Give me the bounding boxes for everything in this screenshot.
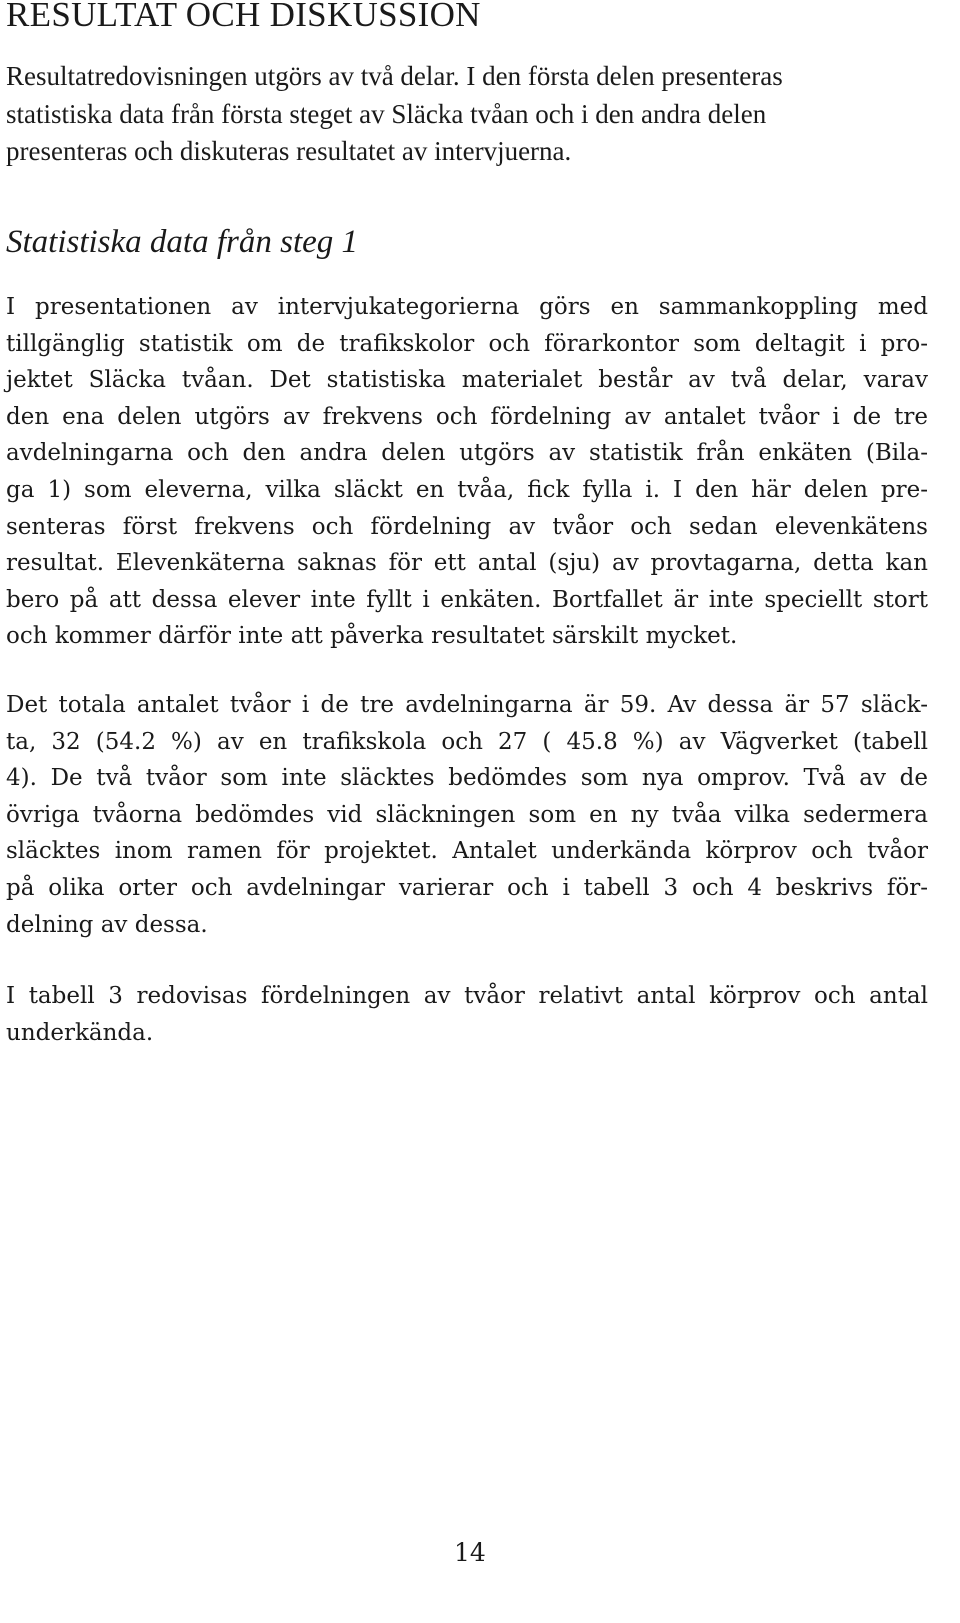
intro-line: Resultatredovisningen utgörs av två delar. I den första delen presenteras	[6, 61, 783, 91]
intro-line: statistiska data från första steget av Släcka tvåan och i den andra delen	[6, 98, 767, 129]
text-line: underkända.	[6, 1019, 154, 1046]
text-line: på olika orter och avdelningar varierar och i tabell 3 och 4 beskrivs för-	[6, 874, 928, 901]
text-line: tillgänglig statistik om de trafikskolor och förarkontor som deltagit i pro-	[6, 330, 928, 357]
text-line: jektet Släcka tvåan. Det statistiska materialet består av två delar, varav	[6, 367, 928, 394]
text-line: 4). De två tvåor som inte släcktes bedömdes som nya omprov. Två av de	[6, 765, 928, 792]
text-line: bero på att dessa elever inte fyllt i enkäten. Bortfallet är inte speciellt stort	[6, 586, 928, 613]
text-line: I tabell 3 redovisas fördelningen av tvåor relativt antal körprov och antal	[6, 983, 928, 1009]
text-line: Det totala antalet tvåor i de tre avdelningarna är 59. Av dessa är 57 släck-	[6, 692, 928, 718]
text-line: I presentationen av intervjukategorierna görs en sammankoppling med	[6, 294, 928, 320]
section-heading: RESULTAT OCH DISKUSSION	[6, 0, 481, 34]
intro-line: presenteras och diskuteras resultatet av intervjuerna.	[6, 136, 572, 166]
text-line: och kommer därför inte att påverka resultatet särskilt mycket.	[6, 623, 738, 650]
paragraph-statistics-presentation	[6, 289, 928, 655]
text-line: delning av dessa.	[6, 911, 208, 938]
text-line: ta, 32 (54.2 %) av en trafikskola och 27 ( 45.8 %) av Vägverket (tabell	[6, 728, 928, 755]
text-line: övriga tvåorna bedömdes vid släckningen som en ny tvåa vilka sedermera	[6, 801, 928, 828]
text-line: släcktes inom ramen för projektet. Antalet underkända körprov och tvåor	[6, 838, 928, 865]
text-line: ga 1) som eleverna, vilka släckt en tvåa, fick fylla i. I den här delen pre-	[6, 476, 928, 503]
subsection-heading: Statistiska data från steg 1	[6, 224, 359, 260]
paragraph-totals	[6, 687, 928, 943]
text-line: senteras först frekvens och fördelning av tvåor och sedan elevenkätens	[6, 513, 928, 540]
paragraph-table-reference	[6, 978, 928, 1051]
text-line: resultat. Elevenkäterna saknas för ett antal (sju) av provtagarna, detta kan	[6, 550, 928, 577]
intro-paragraph	[6, 58, 946, 171]
text-line: den ena delen utgörs av frekvens och fördelning av antalet tvåor i de tre	[6, 403, 928, 430]
page-number: 14	[454, 1538, 486, 1567]
text-line: avdelningarna och den andra delen utgörs av statistik från enkäten (Bila-	[6, 440, 928, 467]
